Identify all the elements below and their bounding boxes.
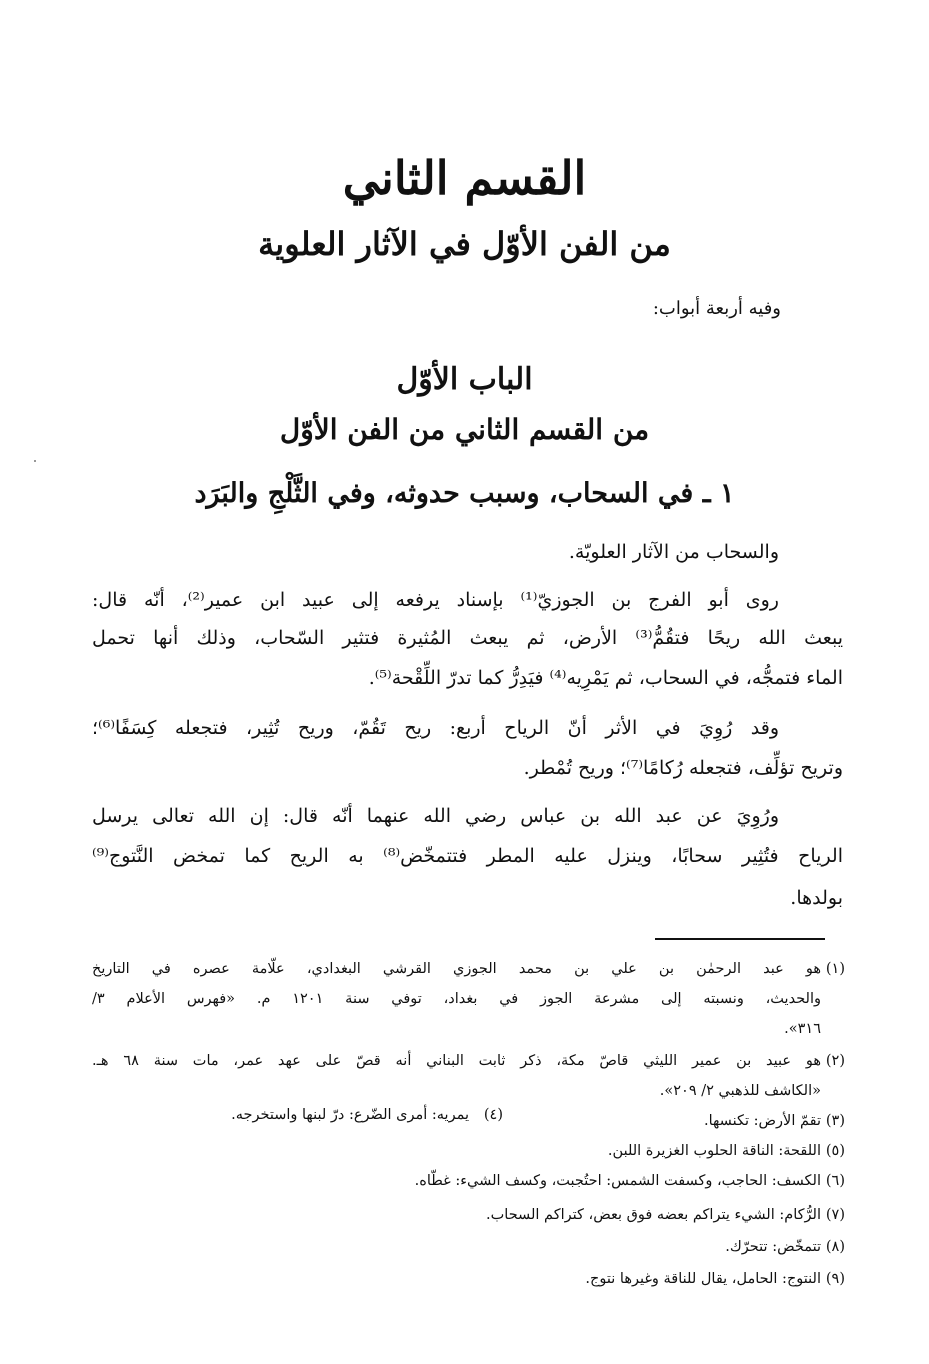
- body-line: الرياح فتُثِير سحابًا، وينزل عليه المطر فتتمخّض⁽⁸⁾ به الريح كما تمخض النَّتوج⁽⁹⁾: [92, 845, 843, 867]
- scan-speck: [34, 460, 36, 462]
- body-line: يبعث الله ريحًا فتقُمُّ⁽³⁾ الأرض، ثم يبعث المُثيرة فتثير السّحاب، وذلك أنها تحمل: [92, 627, 843, 649]
- footnote-text: تتمخّض: تتحرّك.: [725, 1239, 821, 1255]
- footnote-text: اللقحة: الناقة الحلوب الغزيرة اللبن.: [607, 1143, 821, 1159]
- footnote-text: الكسف: الحاجب، وكسفت الشمس: احتُجبت، وكسف الشيء: غطّاه.: [414, 1173, 821, 1189]
- footnote-number: (٧): [825, 1207, 845, 1223]
- footnote-line: والحديث، ونسبته إلى مشرعة الجوز في بغداد، توفي سنة ١٢٠١ م. «فهرس الأعلام ٣/: [92, 991, 821, 1007]
- footnote-line: «الكاشف للذهبي ٢/ ٢٠٩».: [659, 1083, 821, 1099]
- body-line: روى أبو الفرج بن الجوزيّ⁽¹⁾ بإسناد يرفعه إلى عبيد ابن عمير⁽²⁾، أنّه قال:: [92, 589, 779, 611]
- footnote-text: الرُّكام: الشيء يتراكم بعضه فوق بعض، كتراكم السحاب.: [486, 1207, 821, 1223]
- footnote-text: يمريه: أمرى الضّرع: درّ لبنها واستخرجه.: [231, 1107, 469, 1123]
- body-line: وتريح تؤلِّف، فتجعله رُكامًا⁽⁷⁾؛ وريح تُمْطر.: [523, 757, 843, 779]
- footnote-line: هو عبد الرحمٰن بن علي بن محمد الجوزي القرشي البغدادي، علّامة عصره في التاريخ: [92, 961, 821, 977]
- footnote-separator: [655, 938, 825, 940]
- footnote-text: النتوج: الحامل، يقال للناقة وغيرها نتوج.: [585, 1271, 821, 1287]
- footnote-number: (٦): [825, 1173, 845, 1189]
- footnote-number: (١): [825, 961, 845, 977]
- footnote-number: (٨): [825, 1239, 845, 1255]
- body-line: وقد رُوِيَ في الأثر أنّ الرياح أربع: ريح تَقُمّ، وريح تُثِير، فتجعله كِسَفًا⁽⁶⁾؛: [92, 717, 779, 739]
- body-line: ورُوِيَ عن عبد الله بن عباس رضي الله عنهما أنّه قال: إن الله تعالى يرسل: [92, 805, 779, 827]
- chapter-title: الباب الأوّل: [396, 362, 533, 397]
- part-subtitle: من الفن الأوّل في الآثار العلوية: [258, 225, 671, 263]
- footnote-text: تقمّ الأرض: تكنسها.: [703, 1113, 821, 1129]
- part-title: القسم الثاني: [342, 151, 587, 205]
- intro-line: وفيه أربعة أبواب:: [652, 298, 781, 319]
- body-line: الماء فتمجُّه، في السحاب، ثم يَمْرِيه⁽⁴⁾ فيَدِرُّ كما تدرّ اللِّقْحة⁽⁵⁾.: [368, 667, 843, 689]
- footnote-line: ٣١٦».: [784, 1021, 821, 1037]
- footnote-line: هو عبيد بن عمير الليثي قاصّ مكة، ذكر ثابت البناني أنه قصّ على عهد عمر، مات سنة ٦٨ هـ.: [92, 1053, 821, 1069]
- body-line: والسحاب من الآثار العلويّة.: [568, 541, 779, 563]
- chapter-subtitle: من القسم الثاني من الفن الأوّل: [279, 413, 650, 446]
- footnote-number: (٢): [825, 1053, 845, 1069]
- footnote-number: (٣): [825, 1113, 845, 1129]
- footnote-number: (٩): [825, 1271, 845, 1287]
- footnote-number: (٤): [483, 1107, 503, 1123]
- body-line: بولدها.: [790, 887, 843, 909]
- section-title: ١ ـ في السحاب، وسبب حدوثه، وفي الثَّلْجِ والبَرَد: [194, 478, 735, 509]
- footnote-number: (٥): [825, 1143, 845, 1159]
